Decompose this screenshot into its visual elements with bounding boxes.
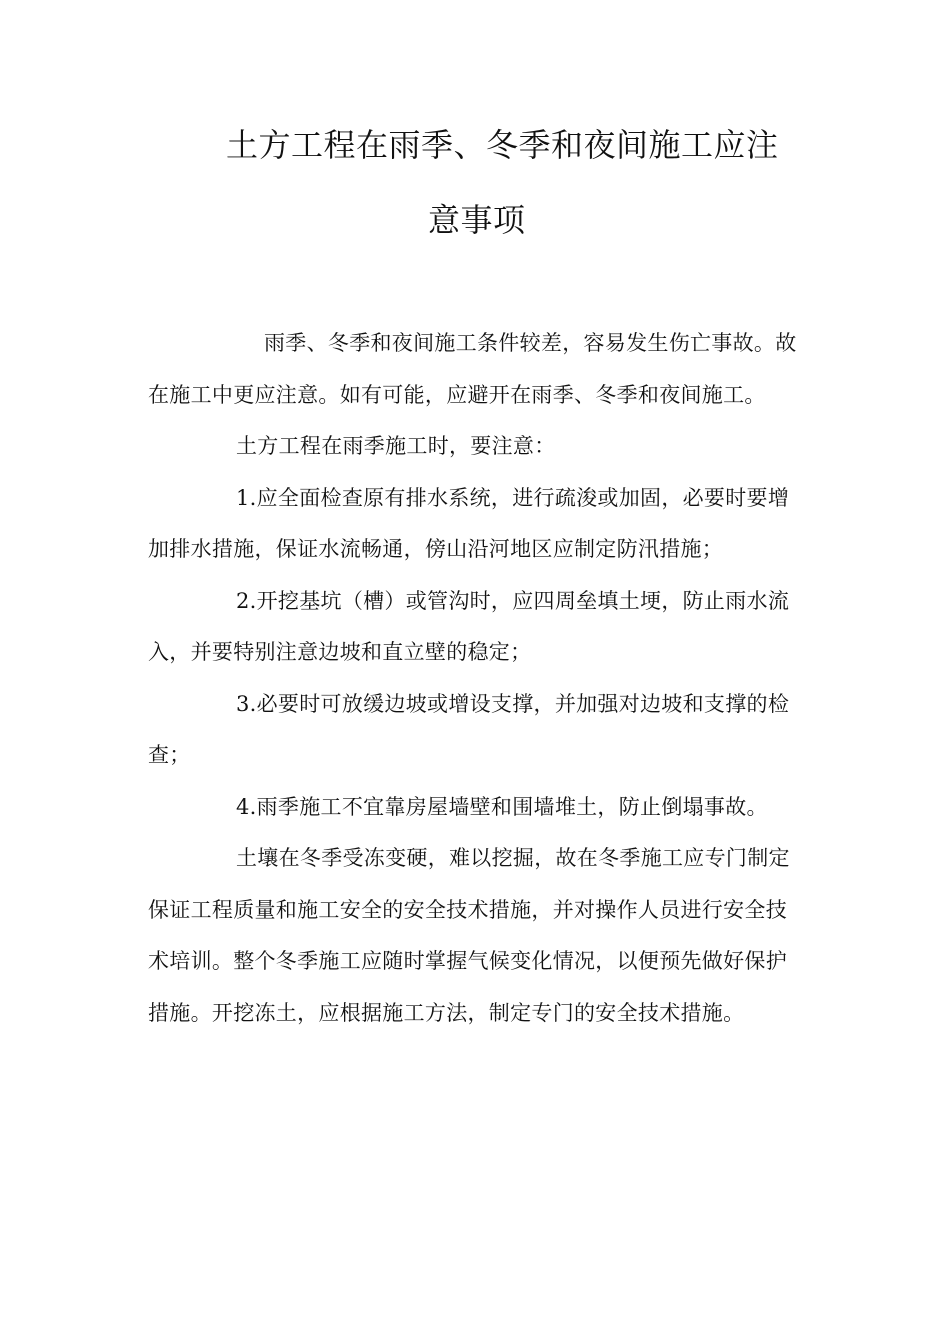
document-title-line-1: 土方工程在雨季、冬季和夜间施工应注 <box>226 126 779 164</box>
paragraph-item-3: 3.必要时可放缓边坡或增设支撑，并加强对边坡和支撑的检查； <box>148 691 790 767</box>
paragraph-item-1: 1.应全面检查原有排水系统，进行疏浚或加固，必要时要增加排水措施，保证水流畅通，傍山沿河地区应制定防汛措施； <box>148 485 790 561</box>
paragraph-item-2: 2.开挖基坑（槽）或管沟时，应四周垒填土埂，防止雨水流入，并要特别注意边坡和直立壁的稳定； <box>148 588 790 664</box>
paragraph-winter: 土壤在冬季受冻变硬，难以挖掘，故在冬季施工应专门制定保证工程质量和施工安全的安全技术措施，并对操作人员进行安全技术培训。整个冬季施工应随时掌握气候变化情况，以便预先做好保护措施。开挖冻土，应根据施工方法，制定专门的安全技术措施。 <box>148 846 790 1025</box>
paragraph-rain-season-heading: 土方工程在雨季施工时，要注意： <box>236 434 556 458</box>
paragraph-item-4: 4.雨季施工不宜靠房屋墙壁和围墙堆土，防止倒塌事故。 <box>236 794 768 819</box>
document-title-line-2: 意事项 <box>428 201 526 239</box>
document-body <box>148 318 808 1039</box>
paragraph-intro: 雨季、冬季和夜间施工条件较差，容易发生伤亡事故。故在施工中更应注意。如有可能，应避开在雨季、冬季和夜间施工。 <box>148 331 797 407</box>
